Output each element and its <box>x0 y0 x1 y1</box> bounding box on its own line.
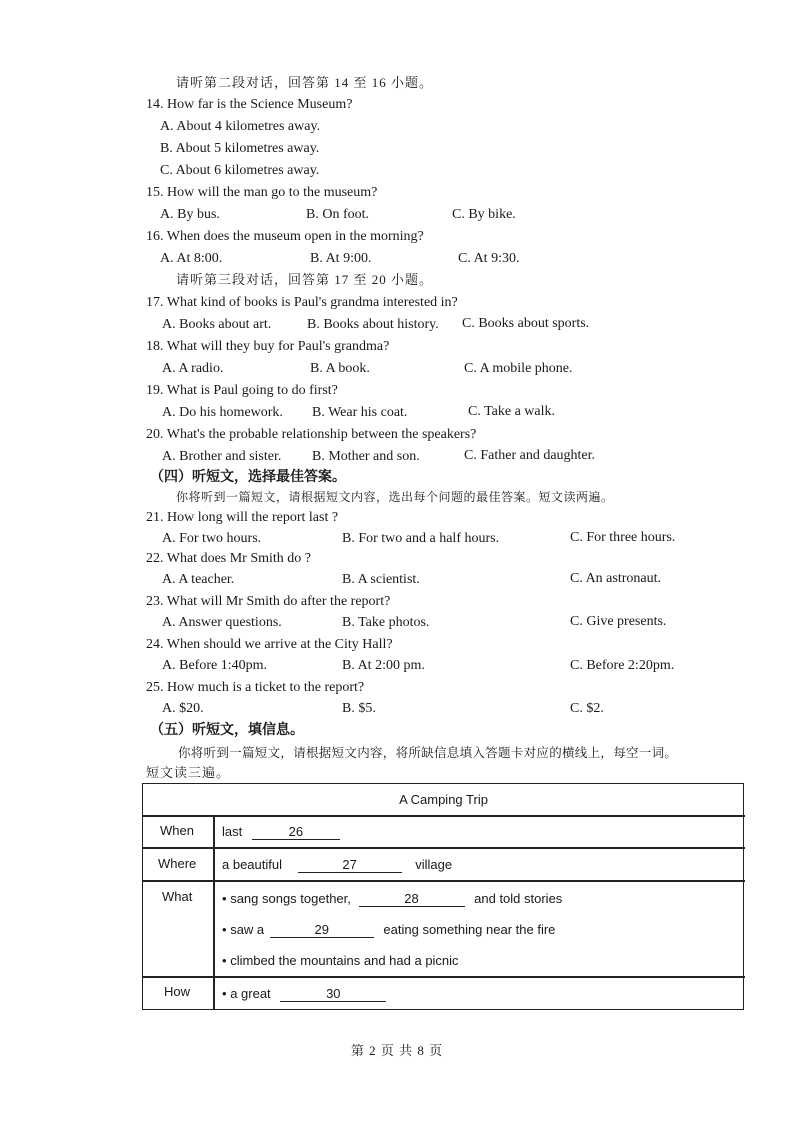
question-23: 23. What will Mr Smith do after the report? <box>146 594 391 609</box>
option-19a: A. Do his homework. <box>162 405 283 420</box>
table-divider <box>142 976 745 978</box>
option-24b: B. At 2:00 pm. <box>342 658 425 673</box>
bullet: • <box>222 922 227 937</box>
row-label-how: How <box>164 984 191 999</box>
how-content <box>222 986 386 1002</box>
what-item-2-prefix: saw a <box>230 922 265 937</box>
table-title: A Camping Trip <box>399 792 488 807</box>
camping-trip-table <box>142 783 745 1011</box>
question-20: 20. What's the probable relationship between the speakers? <box>146 427 477 442</box>
option-20a: A. Brother and sister. <box>162 449 282 464</box>
question-16: 16. When does the museum open in the morning? <box>146 229 424 244</box>
option-25a: A. $20. <box>162 701 204 716</box>
option-21c: C. For three hours. <box>570 530 676 545</box>
section-5-title: （五）听短文，填信息。 <box>150 723 304 738</box>
option-18a: A. A radio. <box>162 361 224 376</box>
section-5-instruction-line2: 短文读三遍。 <box>146 765 231 780</box>
question-14: 14. How far is the Science Museum? <box>146 97 353 112</box>
option-22a: A. A teacher. <box>162 572 235 587</box>
option-22c: C. An astronaut. <box>570 571 661 586</box>
question-15: 15. How will the man go to the museum? <box>146 185 378 200</box>
instruction-dialog-3: 请听第三段对话，回答第 17 至 20 小题。 <box>176 272 434 287</box>
question-21: 21. How long will the report last ? <box>146 510 339 525</box>
option-21a: A. For two hours. <box>162 531 262 546</box>
option-15a: A. By bus. <box>160 207 220 222</box>
row-label-where: Where <box>158 856 197 871</box>
what-item-3-text: climbed the mountains and had a picnic <box>230 953 459 968</box>
instruction-dialog-2: 请听第二段对话，回答第 14 至 16 小题。 <box>176 75 434 90</box>
how-prefix: a great <box>230 986 271 1001</box>
question-18: 18. What will they buy for Paul's grandma? <box>146 339 390 354</box>
where-suffix: village <box>415 857 453 872</box>
option-17b: B. Books about history. <box>307 317 439 332</box>
question-22: 22. What does Mr Smith do ? <box>146 551 312 566</box>
table-divider <box>213 815 215 1009</box>
bullet: • <box>222 986 227 1001</box>
option-17a: A. Books about art. <box>162 317 272 332</box>
what-item-3 <box>222 953 459 969</box>
option-18c: C. A mobile phone. <box>464 361 573 376</box>
option-18b: B. A book. <box>310 361 370 376</box>
what-item-1 <box>222 891 562 907</box>
option-19c: C. Take a walk. <box>468 404 556 419</box>
option-24c: C. Before 2:20pm. <box>570 658 675 673</box>
option-21b: B. For two and a half hours. <box>342 531 500 546</box>
option-16a: A. At 8:00. <box>160 251 223 266</box>
question-25: 25. How much is a ticket to the report? <box>146 680 365 695</box>
option-16c: C. At 9:30. <box>458 251 520 266</box>
section-5-instruction-line1: 你将听到一篇短文，请根据短文内容，将所缺信息填入答题卡对应的横线上，每空一词。 <box>178 746 678 760</box>
option-22b: B. A scientist. <box>342 572 420 587</box>
what-item-1-prefix: sang songs together, <box>230 891 351 906</box>
option-14c: C. About 6 kilometres away. <box>160 163 320 178</box>
option-14a: A. About 4 kilometres away. <box>160 119 321 134</box>
option-15b: B. On foot. <box>306 207 369 222</box>
option-24a: A. Before 1:40pm. <box>162 658 267 673</box>
page-footer: 第 2 页 共 8 页 <box>350 1043 444 1058</box>
blank-29[interactable]: 29 <box>270 923 374 938</box>
when-content <box>222 824 340 840</box>
option-23c: C. Give presents. <box>570 614 667 629</box>
table-divider <box>142 880 745 882</box>
blank-26[interactable]: 26 <box>252 825 340 840</box>
what-item-1-suffix: and told stories <box>474 891 563 906</box>
option-23a: A. Answer questions. <box>162 615 282 630</box>
where-prefix: a beautiful <box>222 857 282 872</box>
option-20b: B. Mother and son. <box>312 449 420 464</box>
section-4-title: （四）听短文，选择最佳答案。 <box>150 470 346 485</box>
what-item-2 <box>222 922 555 938</box>
row-label-what: What <box>162 889 193 904</box>
question-17: 17. What kind of books is Paul's grandma interested in? <box>146 295 458 310</box>
option-25b: B. $5. <box>342 701 376 716</box>
option-25c: C. $2. <box>570 701 604 716</box>
what-item-2-suffix: eating something near the fire <box>383 922 556 937</box>
blank-27[interactable]: 27 <box>298 858 402 873</box>
when-prefix: last <box>222 824 243 839</box>
question-19: 19. What is Paul going to do first? <box>146 383 338 398</box>
bullet: • <box>222 891 227 906</box>
option-15c: C. By bike. <box>452 207 516 222</box>
blank-28[interactable]: 28 <box>359 892 465 907</box>
option-19b: B. Wear his coat. <box>312 405 408 420</box>
option-16b: B. At 9:00. <box>310 251 372 266</box>
option-20c: C. Father and daughter. <box>464 448 596 463</box>
table-divider <box>142 815 745 817</box>
row-label-when: When <box>160 823 194 838</box>
table-divider <box>142 847 745 849</box>
option-17c: C. Books about sports. <box>462 316 590 331</box>
where-content <box>222 857 452 873</box>
bullet: • <box>222 953 227 968</box>
section-4-instruction: 你将听到一篇短文，请根据短文内容，选出每个问题的最佳答案。短文读两遍。 <box>176 490 614 504</box>
option-23b: B. Take photos. <box>342 615 430 630</box>
blank-30[interactable]: 30 <box>280 987 386 1002</box>
option-14b: B. About 5 kilometres away. <box>160 141 320 156</box>
question-24: 24. When should we arrive at the City Hall? <box>146 637 393 652</box>
